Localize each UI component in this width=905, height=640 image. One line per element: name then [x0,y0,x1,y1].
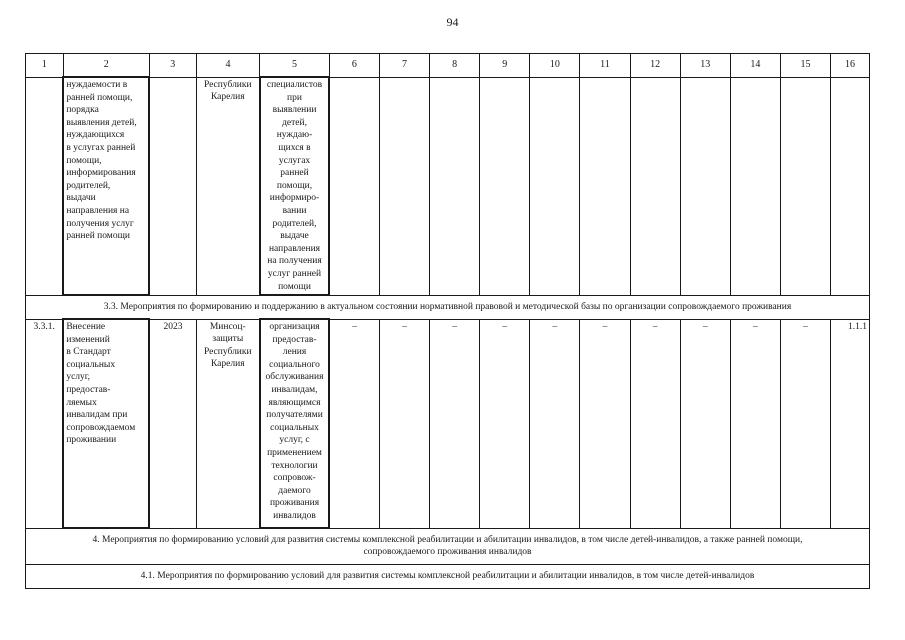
column-number: 14 [730,54,780,78]
section-row [26,295,870,319]
cell-empty [780,77,830,295]
column-number: 7 [379,54,429,78]
cell-measure-name: Внесение изменений в Стандарт социальных услуг, предостав- ляемых инвалидам при сопровождаемом проживании [63,319,149,528]
section-row [26,564,870,588]
column-number: 16 [831,54,870,78]
cell-empty [831,77,870,295]
cell-value: – [329,319,379,528]
column-number: 3 [149,54,196,78]
cell-value: – [530,319,580,528]
cell-empty [430,77,480,295]
cell-result: организация предостав- ления социального обслуживания инвалидам, являющимся получателями социальных услуг, с применением технологии сопровож- даемого проживания инвалидов [260,319,330,528]
cell-value: – [379,319,429,528]
table-row [26,319,870,528]
cell-indicator: 1.1.1 [831,319,870,528]
column-number: 9 [480,54,530,78]
cell-empty [730,77,780,295]
cell-measure-name: нуждаемости в ранней помощи, порядка выявления детей, нуждающихся в услугах ранней помощи, информирования родителей, выдачи направления на получения услуг ранней помощи [63,77,149,295]
cell-value: – [780,319,830,528]
column-number: 5 [260,54,330,78]
cell-num [26,77,64,295]
cell-value: – [480,319,530,528]
section-row [26,528,870,564]
continued-row [26,77,870,295]
column-number: 11 [580,54,630,78]
cell-value: – [580,319,630,528]
cell-result: специалистов при выявлении детей, нуждаю- щихся в услугах ранней помощи, информиро- вании родителей, выдаче направления на получения услуг ранней помощи [260,77,330,295]
cell-year: 2023 [149,319,196,528]
cell-empty [379,77,429,295]
cell-value: – [680,319,730,528]
cell-executor: Минсоц- защиты Республики Карелия [196,319,259,528]
cell-num: 3.3.1. [26,319,64,528]
page-number: 94 [446,15,459,29]
column-number: 13 [680,54,730,78]
cell-empty [329,77,379,295]
cell-value: – [730,319,780,528]
column-number: 4 [196,54,259,78]
cell-executor: Республики Карелия [196,77,259,295]
cell-empty [480,77,530,295]
cell-empty [530,77,580,295]
cell-empty [630,77,680,295]
cell-empty [580,77,630,295]
cell-year [149,77,196,295]
column-number: 8 [430,54,480,78]
column-number-row [26,54,870,78]
cell-empty [680,77,730,295]
column-number: 6 [329,54,379,78]
column-number: 12 [630,54,680,78]
cell-value: – [630,319,680,528]
cell-value: – [430,319,480,528]
column-number: 1 [26,54,64,78]
measures-table [25,53,870,589]
section-4-1-title: 4.1. Мероприятия по формированию условий для развития системы комплексной реабилитации и абилитации инвалидов, в том числе детей-инвалидов [26,564,870,588]
column-number: 15 [780,54,830,78]
section-4-title: 4. Мероприятия по формированию условий для развития системы комплексной реабилитации и абилитации инвалидов, в том числе детей-инвалидов, а также ранней помощи, сопровождаемого проживания инвалидов [26,528,870,564]
column-number: 2 [63,54,149,78]
section-3-3-title: 3.3. Мероприятия по формированию и поддержанию в актуальном состоянии нормативной правовой и методической базы по организации сопровождаемого проживания [26,295,870,319]
column-number: 10 [530,54,580,78]
